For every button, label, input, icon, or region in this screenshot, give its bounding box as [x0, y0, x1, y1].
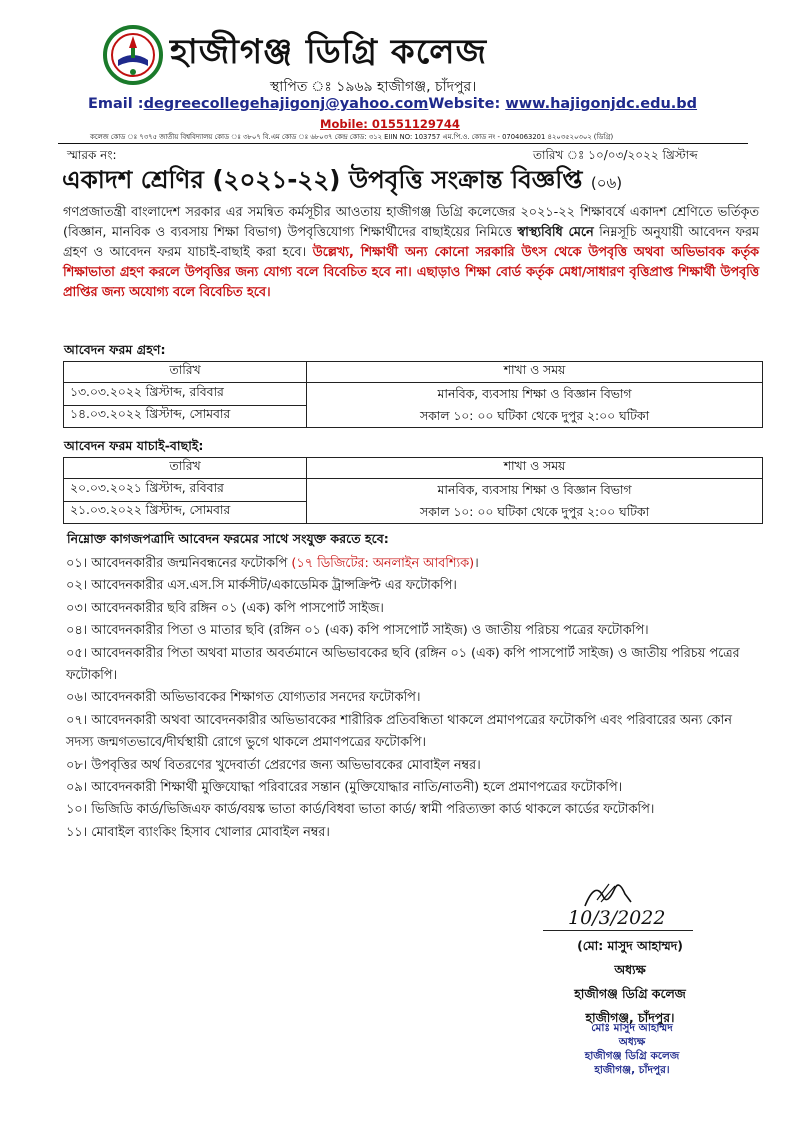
form-verification-label: আবেদন ফরম যাচাই-বাছাই: [64, 438, 204, 453]
intro-part1: গণপ্রজাতন্ত্রী বাংলাদেশ সরকার এর সমন্বিত কর্মসূচীর আওতায় হাজীগঞ্জ ডিগ্রি কলেজের ২০২১-২২ শিক্ষাবর্ষে একাদশ শ্রেণিতে ভর্তিকৃত (বিজ্ঞান, মানবিক ও ব্যবসায় শিক্ষা বিভাগ) উপবৃত্তিযোগ্য শিক্ষার্থীদের বাছাইয়ের নিমিত্তে [63, 205, 759, 240]
table-cell-branch-time [307, 479, 763, 524]
signatory-name: (মো: মাসুদ আহাম্মদ) [577, 938, 683, 953]
table-header-branch: শাখা ও সময় [307, 362, 763, 383]
intro-part2: নিম্নসূচি অনুযায়ী আবেদন ফরম গ্রহণ ও আবেদন ফরম যাচাই-বাছাই করা হবে। [63, 225, 759, 260]
table-row [64, 383, 763, 406]
website-label: Website: [428, 96, 501, 112]
header-divider [58, 143, 748, 144]
stamp-line: হাজীগঞ্জ ডিগ্রি কলেজ [584, 1050, 680, 1062]
list-item: ০৫। আবেদনকারীর পিতা অথবা মাতার অবর্তমানে অভিভাবকের ছবি (রঙ্গিন ০১ (এক) কপি পাসপোর্ট সাইজ) ও জাতীয় পরিচয় পত্রের ফটোকপি। [66, 645, 740, 684]
table-cell-date: ২০.০৩.২০২১ খ্রিস্টাব্দ, রবিবার [64, 479, 307, 502]
established-line: স্থাপিত ঃ ১৯৬৯ হাজীগঞ্জ, চাঁদপুর। [270, 79, 477, 95]
list-item: ০৪। আবেদনকারীর পিতা ও মাতার ছবি (রঙ্গিন ০১ (এক) কপি পাসপোর্ট সাইজ) ও জাতীয় পরিচয় পত্রের ফটোকপি। [66, 623, 649, 639]
table-row [64, 458, 763, 479]
email-label: Email : [88, 96, 144, 112]
time-text: সকাল ১০: ০০ ঘটিকা থেকে দুপুর ২:০০ ঘটিকা [419, 409, 650, 423]
principal-stamp [527, 1021, 737, 1077]
email-link[interactable]: degreecollegehajigonj@yahoo.com [143, 96, 429, 112]
table-cell-date: ২১.০৩.২০২২ খ্রিস্টাব্দ, সোমবার [64, 501, 307, 524]
website-link[interactable]: www.hajigonjdc.edu.bd [505, 96, 698, 112]
intro-warning: উল্লেখ্য, শিক্ষার্থী অন্য কোনো সরকারি উৎস থেকে উপবৃত্তি অথবা অভিভাবক কর্তৃক শিক্ষাভাতা গ্রহণ করলে উপবৃত্তির জন্য যোগ্য বলে বিবেচিত হবে না। এছাড়াও শিক্ষা বোর্ড কর্তৃক মেধা/সাধারণ বৃত্তিপ্রাপ্ত শিক্ষার্থী উপবৃত্তি প্রাপ্তির জন্য অযোগ্য বলে বিবেচিত হবে। [63, 245, 760, 300]
branch-text: মানবিক, ব্যবসায় শিক্ষা ও বিজ্ঞান বিভাগ [437, 483, 632, 497]
list-item: ০৩। আবেদনকারীর ছবি রঙ্গিন ০১ (এক) কপি পাসপোর্ট সাইজ। [66, 600, 384, 616]
documents-list [66, 553, 761, 844]
table-row [64, 362, 763, 383]
notice-date: তারিখ ঃ ১০/০৩/২০২২ খ্রিস্টাব্দ [533, 148, 698, 162]
institution-codes: কলেজ কোড ঃ ৭৩৭৫ জাতীয় বিশ্ববিদ্যালয় কোড ঃ ৩৮০৭ বি.এম কোড ঃ ৬৮০৩৭ কেন্দ্র কোড: ৩১২ EIIN NO: 103757 এম.পি.ও. কোড নং - 0704063201 ৪২০৩৫২০৩০২ (ডিগ্রি) [90, 133, 614, 141]
branch-text: মানবিক, ব্যবসায় শিক্ষা ও বিজ্ঞান বিভাগ [437, 387, 632, 401]
form-collection-label: আবেদন ফরম গ্রহণ: [64, 342, 166, 357]
signature-date: 10/3/2022 [568, 907, 666, 929]
time-text: সকাল ১০: ০০ ঘটিকা থেকে দুপুর ২:০০ ঘটিকা [419, 505, 650, 519]
form-collection-table [63, 361, 763, 428]
table-cell-branch-time [307, 383, 763, 428]
signatory-place: হাজীগঞ্জ, চাঁদপুর। [585, 1010, 675, 1025]
intro-bold: স্বাস্থ্যবিধি মেনে [517, 225, 594, 240]
list-item [66, 553, 761, 575]
intro-paragraph [63, 203, 759, 303]
signatory-college: হাজীগঞ্জ ডিগ্রি কলেজ [574, 986, 686, 1001]
list-item: ০৯। আবেদনকারী শিক্ষার্থী মুক্তিযোদ্ধা পরিবারের সন্তান (মুক্তিযোদ্ধার নাতি/নাতনী) হলে প্রমাণপত্রের ফটোকপি। [66, 780, 623, 796]
stamp-line: হাজীগঞ্জ, চাঁদপুর। [594, 1064, 670, 1076]
contact-line [88, 96, 728, 112]
table-cell-date: ১৩.০৩.২০২২ খ্রিস্টাব্দ, রবিবার [64, 383, 307, 406]
stamp-line: মোঃ মাসুদ আহাম্মদ [591, 1022, 673, 1034]
signature-line [543, 930, 693, 931]
memo-number-label: স্মারক নং: [67, 148, 117, 162]
table-header-date: তারিখ [64, 458, 307, 479]
signature-block [520, 934, 740, 1030]
item-text: ০১। আবেদনকারীর জন্মনিবন্ধনের ফটোকপি [66, 556, 292, 571]
table-row [64, 479, 763, 502]
notice-number: (০৬) [590, 174, 623, 192]
form-verification-table [63, 457, 763, 524]
signatory-designation: অধ্যক্ষ [614, 962, 646, 977]
item-highlight: (১৭ ডিজিটের: অনলাইন আবশ্যিক) [291, 556, 475, 571]
college-name: হাজীগঞ্জ ডিগ্রি কলেজ [170, 32, 488, 72]
list-item: ০৮। উপবৃত্তির অর্থ বিতরণের খুদেবার্তা প্রেরণের জন্য অভিভাবকের মোবাইল নম্বর। [66, 757, 481, 773]
table-header-branch: শাখা ও সময় [307, 458, 763, 479]
list-item: ০২। আবেদনকারীর এস.এস.সি মার্কসীট/একাডেমিক ট্রান্সক্রিপ্ট এর ফটোকপি। [66, 578, 457, 594]
notice-title [62, 162, 762, 202]
table-header-date: তারিখ [64, 362, 307, 383]
list-item: ০৭। আবেদনকারী অথবা আবেদনকারীর অভিভাবকের শারীরিক প্রতিবন্ধিতা থাকলে প্রমাণপত্রের ফটোকপি এবং পরিবারের অন্য কোন সদস্য জন্মগতভাবে/দীর্ঘস্থায়ী রোগে ভুগে থাকলে প্রমাণপত্রের ফটোকপি। [66, 712, 732, 751]
college-logo-icon [102, 24, 164, 86]
documents-label: নিম্নোক্ত কাগজপত্রাদি আবেদন ফরমের সাথে সংযুক্ত করতে হবে: [67, 531, 389, 546]
stamp-line: অধ্যক্ষ [618, 1036, 646, 1048]
mobile-number: Mobile: 01551129744 [320, 117, 460, 131]
list-item: ০৬। আবেদনকারী অভিভাবকের শিক্ষাগত যোগ্যতার সনদের ফটোকপি। [66, 690, 421, 706]
list-item: ১০। ভিজিডি কার্ড/ভিজিএফ কার্ড/বয়স্ক ভাতা কার্ড/বিধবা ভাতা কার্ড/ স্বামী পরিত্যক্তা কার্ড থাকলে কার্ডের ফটোকপি। [66, 802, 655, 818]
table-cell-date: ১৪.০৩.২০২২ খ্রিস্টাব্দ, সোমবার [64, 405, 307, 428]
notice-title-text: একাদশ শ্রেণির (২০২১-২২) উপবৃত্তি সংক্রান্ত বিজ্ঞপ্তি [62, 165, 583, 194]
list-item: ১১। মোবাইল ব্যাংকিং হিসাব খোলার মোবাইল নম্বর। [66, 824, 330, 840]
item-end: । [474, 556, 479, 571]
